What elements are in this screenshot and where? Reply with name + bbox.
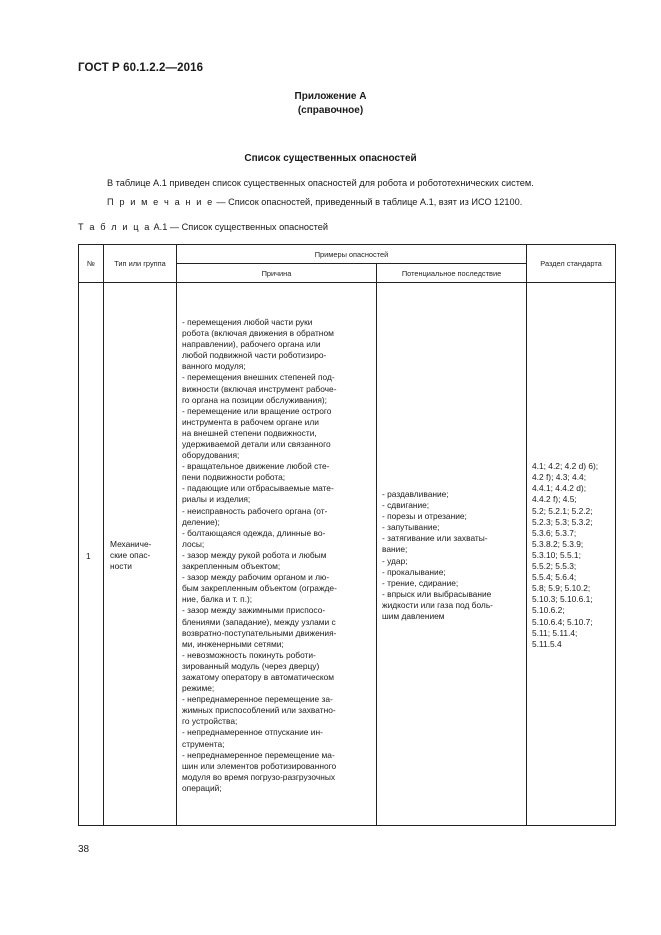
section-ref-line: 4.4.1; 4.4.2 d); bbox=[532, 483, 587, 494]
cause-line: - болтающаяся одежда, длинные во- bbox=[182, 527, 326, 538]
cause-line: на внешней степени подвижности, bbox=[182, 427, 317, 438]
annex-subtitle: (справочное) bbox=[297, 105, 364, 116]
section-ref-line: 5.8; 5.9; 5.10.2; bbox=[532, 583, 591, 594]
cause-line: - зазор между рукой робота и любым bbox=[182, 549, 327, 560]
consequence-line: шим давлением bbox=[382, 610, 445, 621]
note-label: П р и м е ч а н и е bbox=[107, 197, 214, 207]
consequence-line: - прокалывание; bbox=[382, 566, 446, 577]
section-ref-line: 4.4.2 f); 4.5; bbox=[532, 494, 577, 505]
cause-line: жимных приспособлений или захватно- bbox=[182, 705, 336, 716]
row-type bbox=[104, 283, 177, 826]
section-ref-line: 5.2; 5.2.1; 5.2.2; bbox=[532, 505, 593, 516]
cause-line: - перемещения любой части руки bbox=[182, 316, 313, 327]
cause-line: оборудования; bbox=[182, 450, 240, 461]
section-ref-line: 5.5.4; 5.6.4; bbox=[532, 572, 577, 583]
consequence-line: - трение, сдирание; bbox=[382, 577, 459, 588]
cause-line: лосы; bbox=[182, 538, 205, 549]
annex-title: Приложение А bbox=[294, 91, 367, 102]
cause-line: блениями (западание), между узлами с bbox=[182, 616, 336, 627]
cause-line: риалы и изделия; bbox=[182, 494, 251, 505]
cause-line: - неисправность рабочего органа (от- bbox=[182, 505, 328, 516]
cause-line: закрепленным объектом; bbox=[182, 561, 281, 572]
section-ref-line: 5.5.2; 5.5.3; bbox=[532, 561, 577, 572]
section-ref-line: 5.10.6.2; bbox=[532, 605, 565, 616]
cause-line: удерживаемой детали или связанного bbox=[182, 439, 331, 450]
cause-line: - зазор между зажимными приспосо- bbox=[182, 605, 326, 616]
cause-line: - перемещения внешних степеней под- bbox=[182, 372, 335, 383]
consequence-line: - порезы и отрезание; bbox=[382, 511, 467, 522]
note-paragraph bbox=[107, 197, 522, 207]
cause-line: - непреднамеренное перемещение ма- bbox=[182, 749, 335, 760]
type-line: Механиче- bbox=[110, 539, 152, 550]
intro-paragraph: В таблице А.1 приведен список существенных опасностей для робота и робототехнических систем. bbox=[107, 178, 534, 188]
consequence-line: - удар; bbox=[382, 555, 408, 566]
cause-line: го органа на позиции обслуживания); bbox=[182, 394, 327, 405]
consequence-line: - раздавливание; bbox=[382, 488, 449, 499]
consequence-line: - затягивание или захваты- bbox=[382, 533, 488, 544]
header-type: Тип или группа bbox=[104, 245, 177, 283]
cause-line: ние, балка и т. п.); bbox=[182, 594, 253, 605]
document-code: ГОСТ Р 60.1.2.2—2016 bbox=[78, 62, 204, 74]
note-text: — Список опасностей, приведенный в таблице А.1, взят из ИСО 12100. bbox=[213, 197, 523, 207]
cause-line: модуля во время погрузо-разгрузочных bbox=[182, 771, 336, 782]
consequence-line: - впрыск или выбрасывание bbox=[382, 588, 492, 599]
header-section: Раздел стандарта bbox=[527, 245, 616, 283]
caption-label: Т а б л и ц а bbox=[78, 222, 151, 232]
row-section-refs bbox=[527, 283, 616, 826]
cause-line: - зазор между рабочим органом и лю- bbox=[182, 572, 330, 583]
type-line: ские опас- bbox=[110, 550, 151, 561]
section-ref-line: 5.11; 5.11.4; bbox=[532, 627, 578, 638]
section-ref-line: 5.10.6.4; 5.10.7; bbox=[532, 616, 593, 627]
cause-line: - непреднамеренное перемещение за- bbox=[182, 694, 333, 705]
row-consequence-list bbox=[377, 283, 527, 826]
page-number: 38 bbox=[78, 844, 90, 855]
cause-line: любой подвижной части роботизиро- bbox=[182, 350, 327, 361]
cause-line: ми, инженерными сетями; bbox=[182, 638, 284, 649]
cause-line: режиме; bbox=[182, 683, 215, 694]
row-cause-list bbox=[177, 283, 377, 826]
consequence-line: - сдвигание; bbox=[382, 500, 430, 511]
cause-line: - вращательное движение любой сте- bbox=[182, 461, 330, 472]
section-ref-line: 5.10.3; 5.10.6.1; bbox=[532, 594, 593, 605]
cause-line: деление); bbox=[182, 516, 220, 527]
cause-line: операций; bbox=[182, 782, 222, 793]
cause-line: инструмента в рабочем органе или bbox=[182, 416, 319, 427]
consequence-line: жидкости или газа под боль- bbox=[382, 599, 493, 610]
cause-line: - невозможность покинуть роботи- bbox=[182, 649, 316, 660]
table-row bbox=[79, 283, 616, 826]
table-caption bbox=[78, 222, 328, 232]
header-num: № bbox=[79, 245, 104, 283]
cause-line: пени подвижности робота; bbox=[182, 472, 286, 483]
header-examples: Примеры опасностей bbox=[177, 245, 527, 264]
cause-line: шин или элементов роботизированного bbox=[182, 760, 337, 771]
section-ref-line: 5.2.3; 5.3; 5.3.2; bbox=[532, 516, 593, 527]
cause-line: - падающие или отбрасываемые мате- bbox=[182, 483, 334, 494]
row-num: 1 bbox=[79, 283, 104, 826]
section-ref-line: 5.3.10; 5.5.1; bbox=[532, 549, 581, 560]
cause-line: го устройства; bbox=[182, 716, 238, 727]
section-ref-line: 4.2 f); 4.3; 4.4; bbox=[532, 472, 587, 483]
cause-line: струмента; bbox=[182, 738, 225, 749]
cause-line: зированный модуль (через дверцу) bbox=[182, 660, 320, 671]
annex-heading bbox=[0, 90, 661, 118]
consequence-line: - запутывание; bbox=[382, 522, 440, 533]
consequence-line: вание; bbox=[382, 544, 408, 555]
cause-line: возвратно-поступательными движения- bbox=[182, 627, 337, 638]
cause-line: бым закрепленным объектом (огражде- bbox=[182, 583, 337, 594]
cause-line: вижности (включая инструмент рабоче- bbox=[182, 383, 337, 394]
table-header-row bbox=[79, 245, 616, 264]
section-ref-line: 5.3.8.2; 5.3.9; bbox=[532, 538, 584, 549]
section-title: Список существенных опасностей bbox=[244, 153, 417, 164]
caption-text: А.1 — Список существенных опасностей bbox=[150, 222, 328, 232]
section-ref-line: 5.11.5.4 bbox=[532, 638, 562, 649]
header-consequence: Потенциальное последствие bbox=[377, 264, 527, 283]
cause-line: направлении), рабочего органа или bbox=[182, 339, 321, 350]
header-cause: Причина bbox=[177, 264, 377, 283]
cause-line: робота (включая движения в обратном bbox=[182, 328, 334, 339]
hazards-table bbox=[78, 244, 616, 826]
type-line: ности bbox=[110, 560, 132, 571]
section-ref-line: 4.1; 4.2; 4.2 d) 6); bbox=[532, 461, 599, 472]
cause-line: зажатому оператору в автоматическом bbox=[182, 671, 335, 682]
cause-line: - непреднамеренное отпускание ин- bbox=[182, 727, 323, 738]
section-ref-line: 5.3.6; 5.3.7; bbox=[532, 527, 577, 538]
cause-line: ванного модуля; bbox=[182, 361, 246, 372]
cause-line: - перемещение или вращение острого bbox=[182, 405, 332, 416]
